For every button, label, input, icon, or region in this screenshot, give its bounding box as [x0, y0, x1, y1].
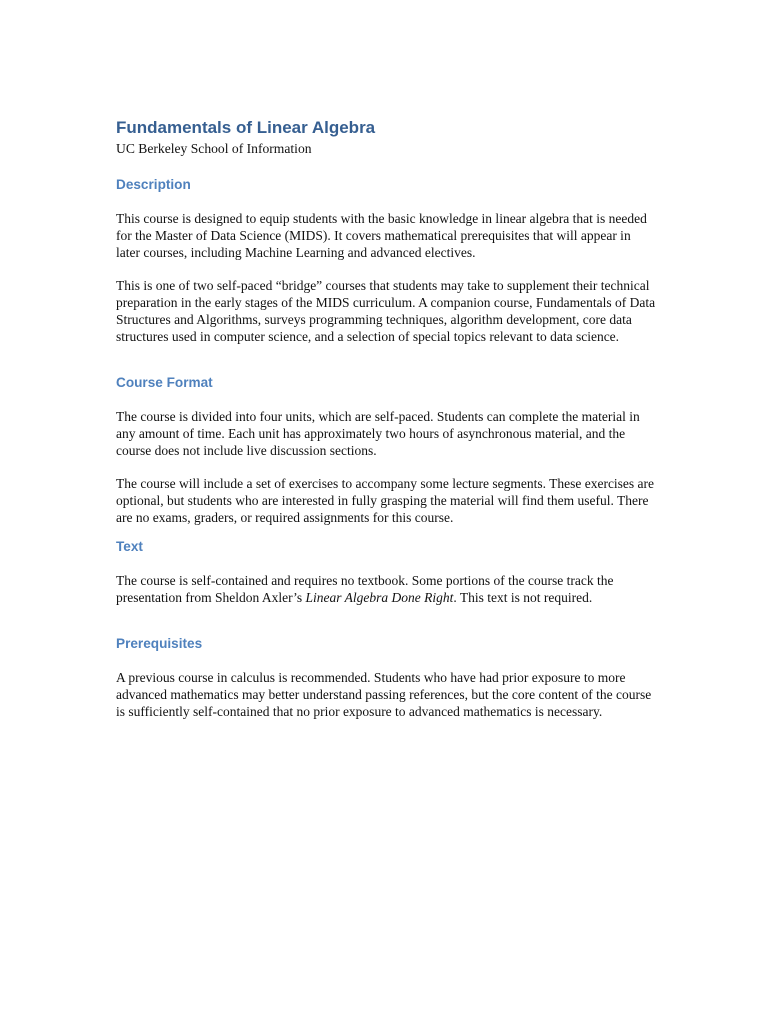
course-format-paragraph-2: The course will include a set of exercises to accompany some lecture segments. These exercises are optional, but students who are interested in fully grasping the material will find them useful. There are no exams, graders, or required assignments for this course. [116, 476, 655, 525]
book-title: Linear Algebra Done Right [305, 590, 454, 605]
description-paragraph-2: This is one of two self-paced “bridge” courses that students may take to supplement their technical preparation in the early stages of the MIDS curriculum. A companion course, Fundamentals of Data Structures and Algorithms, surveys programming techniques, algorithm development, core data structures used in computer science, and a selection of special topics relevant to data science. [116, 278, 656, 344]
heading-course-format: Course Format [116, 375, 213, 390]
document-subtitle: UC Berkeley School of Information [116, 141, 312, 156]
text-paragraph-1-start: The course is self-contained and requires no textbook. Some portions of the course track the presentation from Sheldon Axler’s [116, 573, 614, 605]
text-paragraph-1-end: . This text is not required. [453, 590, 593, 605]
heading-text: Text [116, 539, 143, 554]
description-paragraph-1: This course is designed to equip students with the basic knowledge in linear algebra that is needed for the Master of Data Science (MIDS). It covers mathematical prerequisites that will appear in later courses, including Machine Learning and advanced electives. [116, 211, 647, 260]
course-format-paragraph-1: The course is divided into four units, which are self-paced. Students can complete the material in any amount of time. Each unit has approximately two hours of asynchronous material, and the course does not include live discussion sections. [116, 409, 640, 458]
document-page [116, 116, 656, 720]
document-title: Fundamentals of Linear Algebra [116, 118, 376, 137]
heading-description: Description [116, 177, 191, 192]
heading-prerequisites: Prerequisites [116, 636, 203, 651]
prerequisites-paragraph-1: A previous course in calculus is recommended. Students who have had prior exposure to more advanced mathematics may better understand passing references, but the core content of the course is sufficiently self-contained that no prior exposure to advanced mathematics is necessary. [116, 670, 652, 719]
text-paragraph-1 [116, 572, 656, 606]
